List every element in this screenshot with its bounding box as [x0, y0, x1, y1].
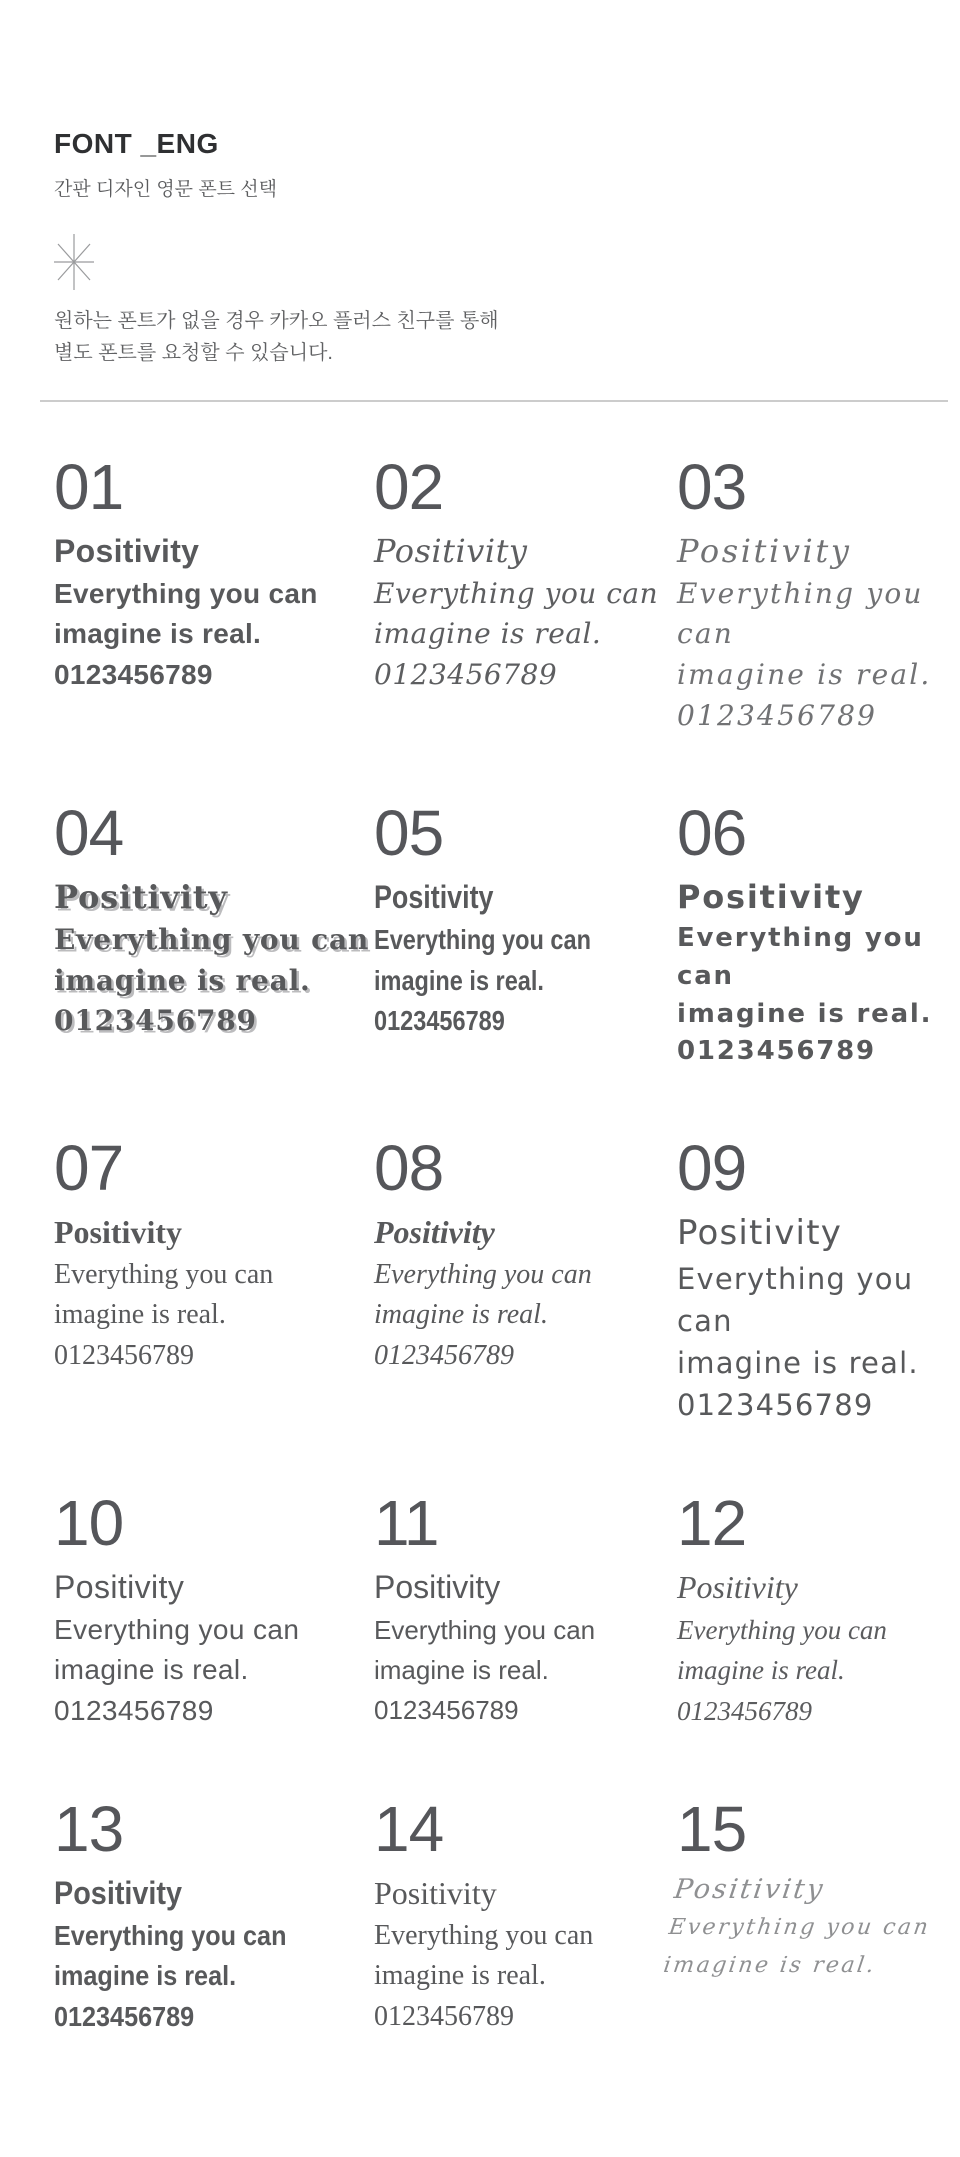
- font-sample-07: [54, 1131, 374, 1426]
- sample-preview: [374, 1210, 677, 1377]
- sample-number: 07: [54, 1131, 124, 1204]
- sample-number: 08: [374, 1131, 444, 1204]
- sample-title: Positivity: [677, 878, 865, 917]
- sample-preview: [54, 1871, 342, 2038]
- request-note-line1: 원하는 폰트가 없을 경우 카카오 플러스 친구를 통해: [54, 310, 499, 332]
- sample-line: imagine is real.: [677, 1345, 919, 1380]
- font-sample-13: [54, 1792, 374, 2038]
- request-note-line2: 별도 폰트를 요청할 수 있습니다.: [54, 342, 333, 365]
- sample-number: 15: [677, 1792, 747, 1865]
- sample-digits: 0123456789: [54, 1004, 257, 1038]
- sample-line: imagine is real.: [677, 998, 933, 1029]
- sample-line: imagine is real.: [54, 1960, 237, 1992]
- sample-line: imagine is real.: [54, 963, 311, 997]
- sample-number: 02: [374, 450, 444, 523]
- sample-line: imagine is real.: [54, 1654, 249, 1686]
- sample-line: imagine is real.: [374, 617, 602, 651]
- font-sample-10: [54, 1486, 374, 1732]
- sample-line: imagine is real.: [54, 618, 262, 650]
- section-divider: [40, 400, 948, 402]
- sample-line: Everything you can: [374, 576, 659, 610]
- sample-title: Positivity: [54, 1214, 182, 1251]
- sample-preview: [677, 875, 960, 1071]
- sample-title: Positivity: [374, 531, 528, 570]
- sample-preview: [677, 1210, 960, 1426]
- font-sample-12: [677, 1486, 960, 1732]
- sample-digits: 0123456789: [677, 1036, 876, 1067]
- font-sample-08: [374, 1131, 677, 1426]
- sample-preview: [374, 1565, 677, 1731]
- font-sample-09: [677, 1131, 960, 1426]
- sample-title: Positivity: [672, 1873, 827, 1905]
- sample-preview: [54, 529, 374, 696]
- sample-line: imagine is real.: [661, 1953, 878, 1979]
- sample-number: 13: [54, 1792, 124, 1865]
- sample-number: 12: [677, 1486, 747, 1559]
- sample-preview: [677, 1565, 960, 1731]
- sample-line: Everything you can: [54, 1613, 300, 1645]
- font-sample-03: [677, 450, 960, 736]
- sample-title: Positivity: [677, 1569, 798, 1606]
- sample-digits: 0123456789: [54, 2000, 195, 2032]
- sample-digits: 0123456789: [54, 1340, 194, 1372]
- sample-preview: [54, 1565, 374, 1732]
- font-sample-02: [374, 450, 677, 736]
- sample-line: imagine is real.: [677, 1655, 845, 1686]
- sample-preview: [374, 1871, 677, 2038]
- sample-digits: 0123456789: [677, 1695, 812, 1726]
- sample-number: 01: [54, 450, 124, 523]
- sample-preview: [54, 875, 374, 1042]
- sample-number: 05: [374, 797, 444, 870]
- sample-title: Positivity: [677, 1213, 843, 1254]
- sample-line: imagine is real.: [54, 1299, 226, 1331]
- request-note: [54, 305, 960, 370]
- font-sample-14: [374, 1792, 677, 2038]
- sample-line: Everything you can: [374, 1614, 596, 1645]
- sample-number: 06: [677, 797, 747, 870]
- sample-digits: 0123456789: [374, 1005, 505, 1037]
- sample-title: Positivity: [677, 531, 852, 570]
- font-sample-04: [54, 797, 374, 1071]
- sample-number: 11: [374, 1486, 439, 1559]
- sample-line: Everything you can: [374, 1919, 594, 1951]
- sample-line: Everything you can: [677, 1614, 887, 1645]
- sample-line: Everything you can: [54, 577, 318, 609]
- sample-title: Positivity: [374, 1214, 495, 1251]
- sample-title: Positivity: [54, 1874, 183, 1911]
- sample-preview: [661, 1871, 960, 1986]
- sample-line: Everything you can: [374, 924, 591, 956]
- sample-line: Everything you can: [677, 1261, 914, 1338]
- sample-title: Positivity: [374, 1874, 497, 1911]
- sample-number: 09: [677, 1131, 747, 1204]
- sample-title: Positivity: [54, 878, 228, 917]
- sample-digits: 0123456789: [677, 698, 878, 732]
- sample-title: Positivity: [54, 1569, 185, 1606]
- sample-number: 04: [54, 797, 124, 870]
- sample-line: Everything you can: [667, 1914, 933, 1940]
- star-icon: [54, 233, 960, 291]
- sample-preview: [54, 1210, 374, 1377]
- sample-preview: [374, 529, 677, 696]
- sample-line: imagine is real.: [374, 964, 544, 996]
- sample-preview: [374, 875, 629, 1042]
- sample-digits: 0123456789: [54, 1695, 214, 1727]
- page-title: FONT _ENG: [54, 128, 219, 159]
- sample-line: imagine is real.: [374, 1655, 549, 1686]
- font-sample-grid: [0, 450, 960, 2038]
- sample-digits: 0123456789: [54, 658, 213, 690]
- font-sample-01: [54, 450, 374, 736]
- sample-line: imagine is real.: [677, 657, 932, 691]
- font-sample-05: [374, 797, 677, 1071]
- sample-title: Positivity: [374, 879, 494, 916]
- sample-number: 03: [677, 450, 747, 523]
- sample-line: Everything you can: [54, 923, 370, 957]
- page-subtitle: 간판 디자인 영문 폰트 선택: [54, 179, 278, 200]
- font-sample-15: [661, 1792, 960, 2038]
- sample-title: Positivity: [374, 1569, 501, 1606]
- sample-line: Everything you can: [54, 1258, 274, 1290]
- sample-number: 14: [374, 1792, 444, 1865]
- sample-title: Positivity: [54, 532, 200, 569]
- sample-digits: 0123456789: [374, 1695, 519, 1726]
- sample-digits: 0123456789: [374, 2000, 514, 2032]
- sample-line: Everything you can: [54, 1919, 287, 1951]
- sample-digits: 0123456789: [677, 1387, 874, 1422]
- page-header: [0, 128, 960, 370]
- sample-line: Everything you can: [677, 923, 924, 991]
- sample-line: Everything you can: [677, 576, 924, 651]
- sample-line: imagine is real.: [374, 1960, 546, 1992]
- sample-number: 10: [54, 1486, 124, 1559]
- sample-digits: 0123456789: [374, 1340, 514, 1372]
- sample-digits: 0123456789: [374, 657, 558, 691]
- sample-preview: [677, 529, 960, 736]
- sample-line: imagine is real.: [374, 1299, 548, 1331]
- font-sample-11: [374, 1486, 677, 1732]
- sample-line: Everything you can: [374, 1258, 592, 1290]
- font-sample-06: [677, 797, 960, 1071]
